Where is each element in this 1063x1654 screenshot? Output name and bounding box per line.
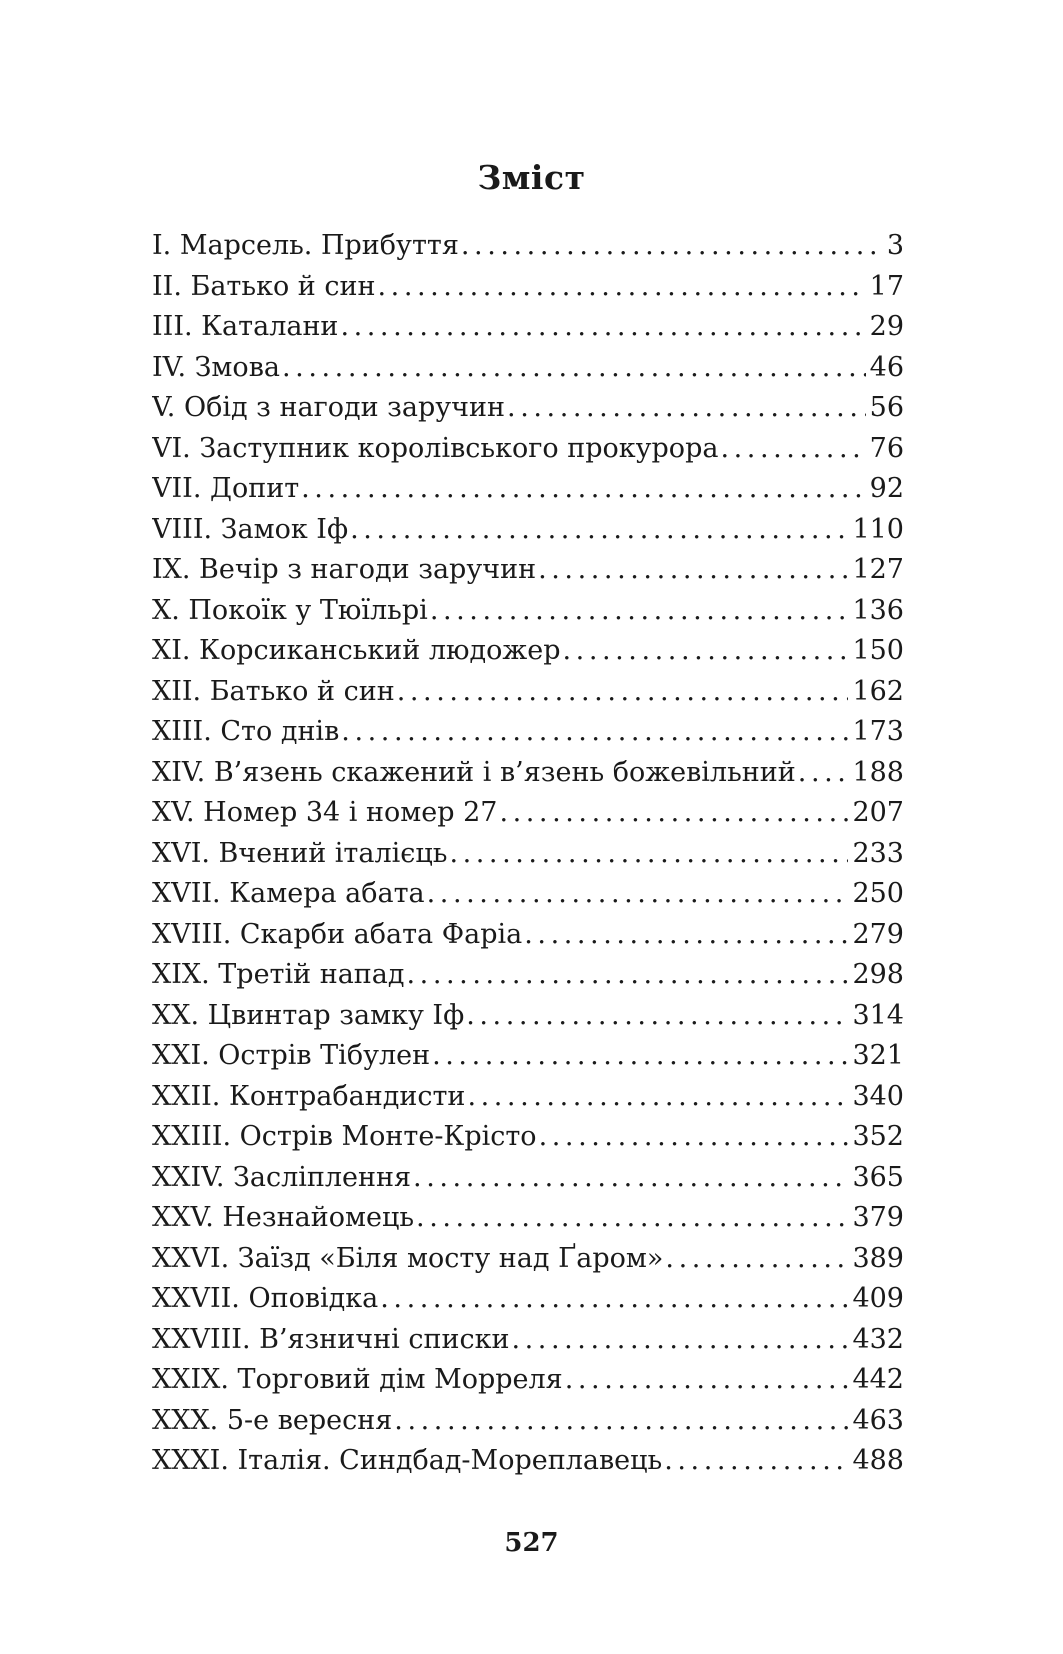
toc-entry — [152, 1158, 904, 1199]
toc-entry-title: XXIII. Острів Монте-Крісто — [152, 1121, 537, 1152]
toc-entry-title: XXI. Острів Тібулен — [152, 1040, 431, 1071]
toc-entry-title: XXIX. Торговий дім Морреля — [152, 1364, 563, 1395]
toc-entry-page: 442 — [852, 1364, 904, 1395]
toc-entry — [152, 1360, 904, 1401]
dot-leader — [565, 1360, 849, 1401]
toc-entry-title: XIV. В’язень скажений і в’язень божевільний — [152, 756, 796, 788]
dot-leader — [538, 550, 848, 591]
toc-entry — [152, 267, 904, 308]
toc-entry-page: 127 — [852, 554, 904, 585]
toc-entry — [152, 1117, 904, 1158]
dot-leader — [467, 1077, 848, 1118]
dot-leader — [511, 1320, 848, 1361]
toc-entry — [152, 1279, 904, 1320]
toc-entry-title: VII. Допит — [152, 473, 300, 504]
toc-entry — [152, 1036, 904, 1077]
dot-leader — [301, 469, 866, 510]
toc-entry — [152, 1077, 904, 1118]
toc-entry-page: 340 — [852, 1080, 904, 1112]
toc-entry-title: XXXI. Італія. Синдбад-Мореплавець — [152, 1445, 663, 1476]
toc-entry — [152, 1401, 904, 1442]
dot-leader — [798, 753, 849, 794]
toc-entry-title: IV. Змова — [152, 351, 280, 383]
toc-entry-title: IX. Вечір з нагоди заручин — [152, 554, 537, 585]
toc-entry — [152, 348, 904, 389]
toc-entry-page: 46 — [869, 351, 904, 383]
toc-entry — [152, 753, 904, 794]
dot-leader — [341, 712, 848, 753]
dot-leader — [720, 429, 865, 470]
toc-entry — [152, 996, 904, 1037]
toc-entry — [152, 429, 904, 470]
dot-leader — [416, 1198, 848, 1239]
toc-entry-title: XXV. Незнайомець — [152, 1202, 415, 1233]
toc-entry-page: 56 — [869, 392, 904, 423]
toc-entry — [152, 672, 904, 713]
toc-entry — [152, 834, 904, 875]
toc-entry — [152, 226, 904, 267]
toc-entry-title: XXX. 5-е вересня — [152, 1404, 393, 1436]
dot-leader — [282, 348, 866, 389]
toc-entry-page: 365 — [852, 1161, 904, 1193]
toc-entry — [152, 550, 904, 591]
toc-entry-title: X. Покоїк у Тюїльрі — [152, 594, 428, 626]
toc-entry-title: V. Обід з нагоди заручин — [152, 392, 506, 423]
dot-leader — [394, 1401, 848, 1442]
toc-entry-title: XVII. Камера абата — [152, 878, 425, 909]
toc-entry — [152, 631, 904, 672]
dot-leader — [380, 1279, 848, 1320]
toc-entry-title: XVI. Вчений італієць — [152, 837, 448, 869]
dot-leader — [507, 388, 866, 429]
toc-entry — [152, 388, 904, 429]
toc-entry-page: 188 — [852, 756, 904, 788]
toc-entry-page: 173 — [852, 716, 904, 747]
toc-entry-title: I. Марсель. Прибуття — [152, 230, 459, 261]
toc-entry — [152, 1198, 904, 1239]
toc-entry-page: 92 — [869, 473, 904, 504]
toc-entry-title: XXVII. Оповідка — [152, 1283, 379, 1314]
dot-leader — [499, 793, 848, 834]
toc-entry-title: XXVIII. В’язничні списки — [152, 1323, 510, 1355]
toc-entry-page: 136 — [852, 594, 904, 626]
toc-entry-page: 352 — [852, 1121, 904, 1152]
toc-entry-title: II. Батько й син — [152, 270, 376, 302]
toc-entry-page: 17 — [869, 270, 904, 302]
dot-leader — [461, 226, 883, 267]
toc-entry — [152, 591, 904, 632]
page-number: 527 — [504, 1528, 559, 1558]
dot-leader — [466, 996, 848, 1037]
toc-entry-page: 409 — [852, 1283, 904, 1314]
dot-leader — [665, 1239, 848, 1280]
dot-leader — [430, 591, 849, 632]
toc-entry-title: XXVI. Заїзд «Біля мосту над Ґаром» — [152, 1242, 664, 1274]
toc-entry — [152, 1239, 904, 1280]
dot-leader — [377, 267, 865, 308]
dot-leader — [397, 672, 849, 713]
dot-leader — [524, 915, 848, 956]
toc-entry — [152, 955, 904, 996]
dot-leader — [413, 1158, 848, 1199]
toc-entry-title: III. Каталани — [152, 311, 339, 342]
page-title: Зміст — [477, 158, 586, 198]
toc-entry — [152, 793, 904, 834]
toc-entry-page: 379 — [852, 1202, 904, 1233]
toc-entry — [152, 1320, 904, 1361]
toc-entry-page: 279 — [852, 918, 904, 950]
toc-entry-page: 150 — [852, 635, 904, 666]
dot-leader — [340, 307, 865, 348]
toc-entry-title: XV. Номер 34 і номер 27 — [152, 797, 498, 828]
toc-entry-title: VIII. Замок Іф — [152, 513, 349, 545]
toc-entry-page: 29 — [869, 311, 904, 342]
toc-entry-page: 389 — [852, 1242, 904, 1274]
dot-leader — [407, 955, 849, 996]
toc-entry-title: XIX. Третій напад — [152, 959, 405, 990]
toc-entry-title: XVIII. Скарби абата Фаріа — [152, 918, 523, 950]
toc-entry-title: XI. Корсиканський людожер — [152, 635, 561, 666]
toc-entry-page: 110 — [852, 513, 904, 545]
table-of-contents — [152, 226, 904, 1482]
toc-entry-title: XXIV. Засліплення — [152, 1161, 412, 1193]
toc-entry-page: 314 — [852, 999, 904, 1031]
toc-entry — [152, 307, 904, 348]
dot-leader — [539, 1117, 849, 1158]
toc-entry-title: XX. Цвинтар замку Іф — [152, 999, 465, 1031]
toc-entry-page: 298 — [852, 959, 904, 990]
dot-leader — [432, 1036, 848, 1077]
toc-entry-page: 250 — [852, 878, 904, 909]
toc-entry-title: VI. Заступник королівського прокурора — [152, 432, 719, 464]
toc-entry — [152, 915, 904, 956]
toc-entry — [152, 712, 904, 753]
dot-leader — [350, 510, 848, 551]
dot-leader — [562, 631, 848, 672]
toc-entry — [152, 1441, 904, 1482]
toc-entry-page: 432 — [852, 1323, 904, 1355]
toc-entry-page: 463 — [852, 1404, 904, 1436]
toc-entry — [152, 874, 904, 915]
dot-leader — [664, 1441, 848, 1482]
toc-entry-page: 321 — [852, 1040, 904, 1071]
toc-entry — [152, 510, 904, 551]
toc-entry-page: 233 — [852, 837, 904, 869]
toc-entry-page: 162 — [852, 675, 904, 707]
dot-leader — [427, 874, 849, 915]
toc-entry-page: 3 — [886, 230, 904, 261]
toc-entry-page: 488 — [852, 1445, 904, 1476]
toc-entry-page: 76 — [869, 432, 904, 464]
dot-leader — [449, 834, 848, 875]
toc-entry-title: XXII. Контрабандисти — [152, 1080, 466, 1112]
toc-entry-title: XIII. Сто днів — [152, 716, 340, 747]
toc-entry-page: 207 — [852, 797, 904, 828]
toc-entry-title: XII. Батько й син — [152, 675, 395, 707]
toc-entry — [152, 469, 904, 510]
